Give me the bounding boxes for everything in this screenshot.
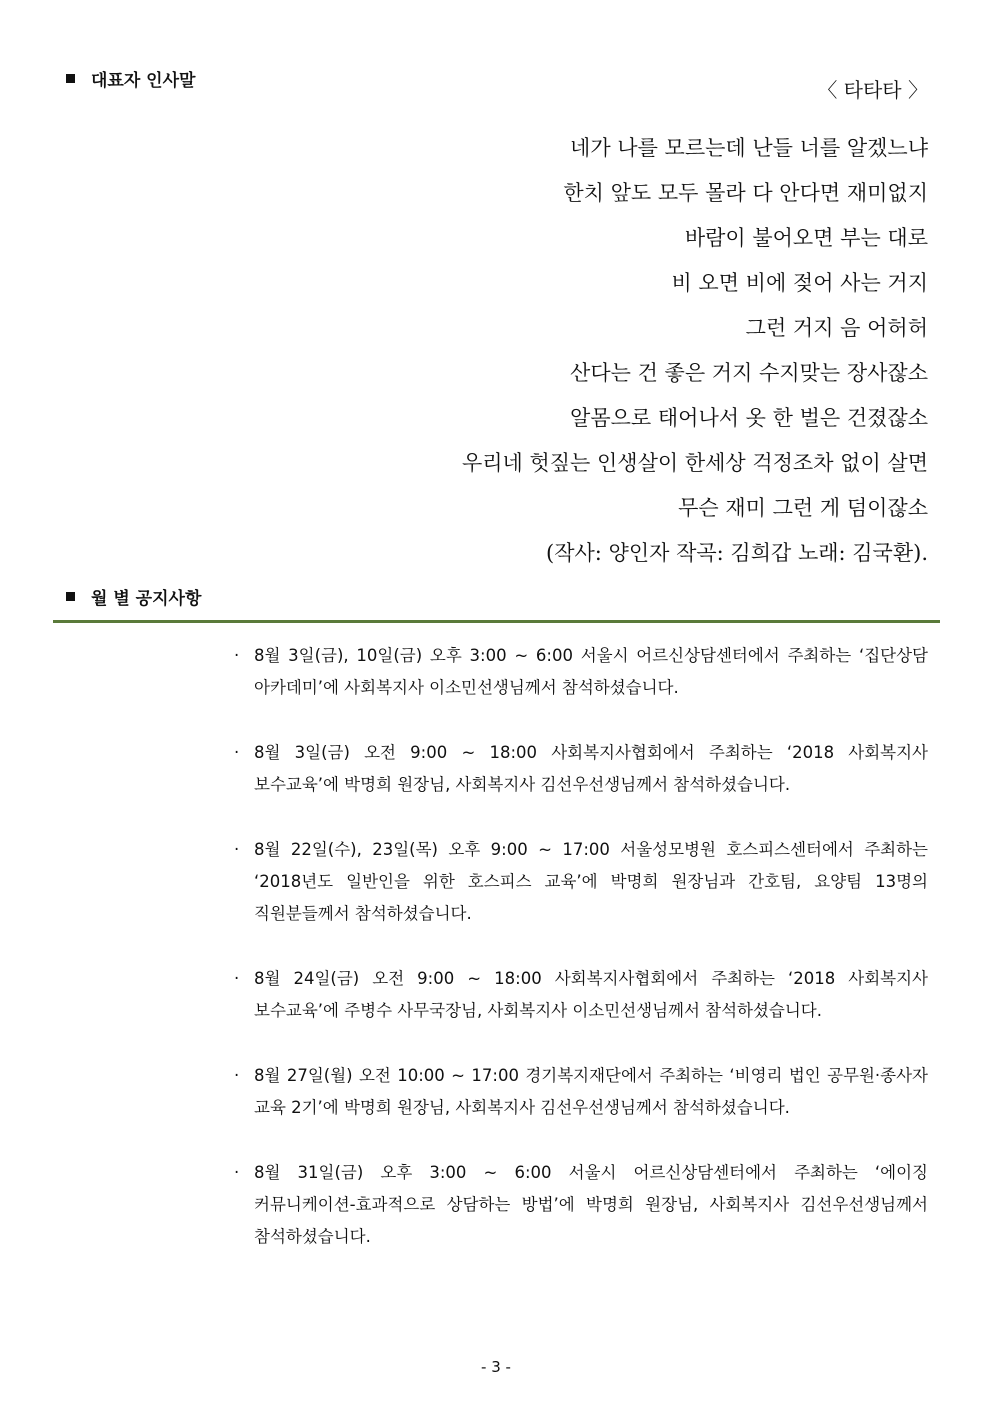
poem-title: 〈 타타타 〉 [817, 78, 928, 102]
poem-line: 무슨 재미 그런 게 덤이잖소 [678, 496, 928, 520]
notice-text: 8월 3일(금), 10일(금) 오후 3:00 ~ 6:00 서울시 어르신상담센터에서 주최하는 ‘집단상담 아카데미’에 사회복지사 이소민선생님께서 참석하셨습니다. [254, 646, 928, 697]
square-bullet-icon [66, 74, 75, 83]
dot-bullet-icon: · [234, 840, 240, 859]
poem-line: 한치 앞도 모두 몰라 다 안다면 재미없지 [563, 181, 928, 205]
poem-line: 네가 나를 모르는데 난들 너를 알겠느냐 [570, 136, 928, 160]
notice-text: 8월 27일(월) 오전 10:00 ~ 17:00 경기복지재단에서 주최하는 ‘비영리 법인 공무원·종사자 교육 2기’에 박명희 원장님, 사회복지사 김선우선생님께서 참석하셨습니다. [254, 1066, 928, 1117]
notice-text: 8월 31일(금) 오후 3:00 ~ 6:00 서울시 어르신상담센터에서 주최하는 ‘에이징 커뮤니케이션-효과적으로 상담하는 방법’에 박명희 원장님, 사회복지사 김선우선생님께서 참석하셨습니다. [254, 1163, 928, 1246]
notice-item [232, 640, 928, 704]
notice-item [232, 834, 928, 930]
dot-bullet-icon: · [234, 1066, 240, 1085]
square-bullet-icon [66, 592, 75, 601]
notices-heading-label: 월 별 공지사항 [91, 589, 202, 609]
notice-item [232, 737, 928, 801]
poem-line: 비 오면 비에 젖어 사는 거지 [671, 271, 928, 295]
notices-heading [66, 584, 201, 609]
greeting-heading-label: 대표자 인사말 [91, 71, 196, 91]
dot-bullet-icon: · [234, 969, 240, 988]
dot-bullet-icon: · [234, 743, 240, 762]
poem-line: 우리네 헛짚는 인생살이 한세상 걱정조차 없이 살면 [461, 451, 928, 475]
notice-text: 8월 3일(금) 오전 9:00 ~ 18:00 사회복지사협회에서 주최하는 ‘2018 사회복지사 보수교육’에 박명희 원장님, 사회복지사 김선우선생님께서 참석하셨습니다. [254, 743, 928, 794]
page-number: - 3 - [481, 1358, 511, 1376]
poem [328, 72, 928, 576]
notice-item [232, 1060, 928, 1124]
dot-bullet-icon: · [234, 1163, 240, 1182]
notice-item [232, 963, 928, 1027]
poem-line: 바람이 불어오면 부는 대로 [684, 226, 928, 250]
notice-text: 8월 22일(수), 23일(목) 오후 9:00 ~ 17:00 서울성모병원 호스피스센터에서 주최하는 ‘2018년도 일반인을 위한 호스피스 교육’에 박명희 원장님과 간호팀, 요양팀 13명의 직원분들께서 참석하셨습니다. [254, 840, 928, 923]
notice-text: 8월 24일(금) 오전 9:00 ~ 18:00 사회복지사협회에서 주최하는 ‘2018 사회복지사 보수교육’에 주병수 사무국장님, 사회복지사 이소민선생님께서 참석하셨습니다. [254, 969, 928, 1020]
greeting-heading [66, 66, 195, 91]
section-divider [53, 620, 940, 623]
poem-line: 그런 거지 음 어허허 [745, 316, 928, 340]
poem-line: 산다는 건 좋은 거지 수지맞는 장사잖소 [570, 361, 928, 385]
poem-credit: (작사: 양인자 작곡: 김희갑 노래: 김국환). [546, 541, 928, 565]
poem-line: 알몸으로 태어나서 옷 한 벌은 건졌잖소 [570, 406, 928, 430]
notice-list [232, 640, 928, 1286]
dot-bullet-icon: · [234, 646, 240, 665]
notice-item [232, 1157, 928, 1253]
